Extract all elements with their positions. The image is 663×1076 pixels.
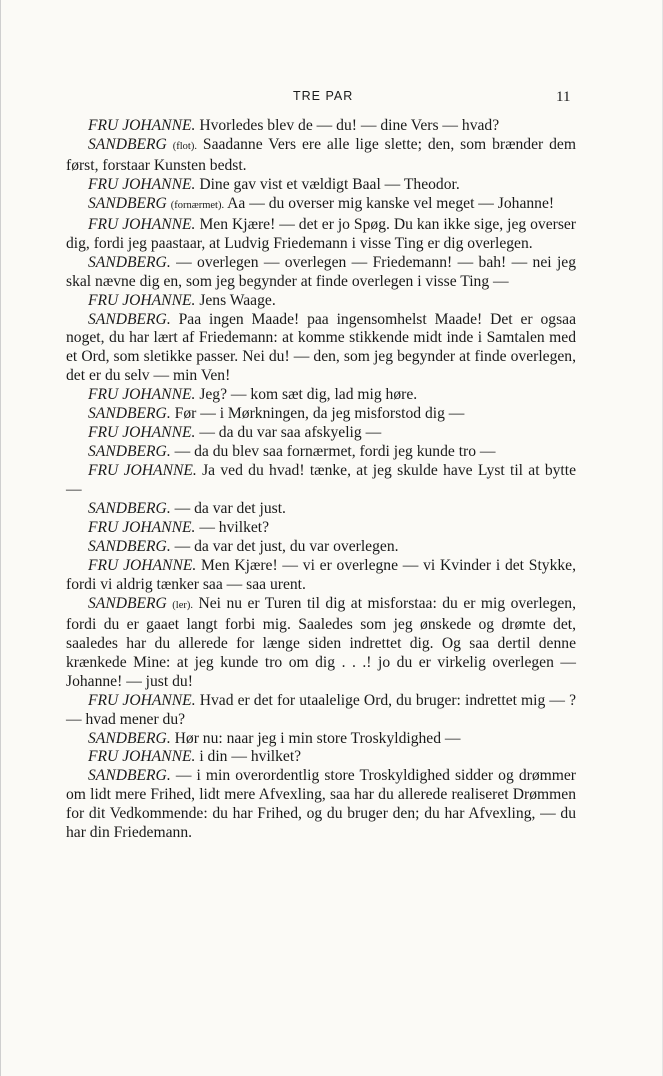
speech-text: Paa ingen Maade! paa ingensomhelst Maade! Det er ogsaa noget, du har lært af Friedemann: at komme stikkende midt inde i Samtalen med et Ord, som sletikke passer. Nei du! — den, som jeg begynder at finde overlegen, det er du selv — min Ven! xyxy=(66,310,576,385)
speech-text: — da du var saa afskyelig — xyxy=(199,424,382,442)
speech-text: Saadanne Vers ere alle lige slette; den, som brænder dem først, forstaar Kunsten bedst. xyxy=(66,135,576,174)
speech-text: Jens Waage. xyxy=(199,291,276,309)
speaker-name: FRU JOHANNE. xyxy=(88,386,196,404)
speaker-name: FRU JOHANNE. xyxy=(88,117,196,134)
speech-paragraph xyxy=(66,730,576,749)
speech-text: Jeg? — kom sæt dig, lad mig høre. xyxy=(199,386,418,404)
running-title: TRE PAR xyxy=(293,89,354,103)
speaker-name: SANDBERG. xyxy=(88,443,171,461)
speech-paragraph xyxy=(66,216,576,254)
speech-paragraph xyxy=(66,767,576,843)
speech-text: Hør nu: naar jeg i min store Troskyldighed — xyxy=(174,729,461,747)
speech-paragraph xyxy=(66,254,576,292)
speech-paragraph xyxy=(66,557,576,595)
speech-paragraph xyxy=(66,292,576,311)
speech-paragraph xyxy=(66,176,576,195)
speaker-name: SANDBERG. xyxy=(88,500,171,518)
speech-text: Men Kjære! — vi er overlegne — vi Kvinder i det Stykke, fordi vi aldrig tænker saa — saa urent. xyxy=(66,556,576,593)
speaker-name: FRU JOHANNE. xyxy=(88,215,196,233)
speech-text: — i min overordentlig store Troskyldighed sidder og drømmer om lidt mere Frihed, lidt mere Afvexling, saa har du allerede realiseret Drømmen for dit Vedkommende: du har Frihed, og du bruger den; du har Afvexling, — du har din Friedemann. xyxy=(66,767,576,842)
speech-text: i din — hvilket? xyxy=(199,748,302,766)
speaker-name: SANDBERG xyxy=(88,135,167,153)
speaker-name: SANDBERG. xyxy=(88,253,171,271)
speaker-name: SANDBERG xyxy=(88,594,167,612)
speaker-name: FRU JOHANNE. xyxy=(88,175,196,193)
speaker-name: FRU JOHANNE. xyxy=(88,748,196,766)
speech-paragraph xyxy=(66,595,576,692)
speech-text: — da du blev saa fornærmet, fordi jeg kunde tro — xyxy=(174,443,496,461)
speech-text: Før — i Mørkningen, da jeg misforstod dig — xyxy=(174,405,465,423)
speaker-name: SANDBERG xyxy=(88,194,167,212)
dialogue-text xyxy=(66,117,576,843)
stage-direction: (fornærmet). xyxy=(170,199,225,211)
speech-paragraph xyxy=(66,500,576,519)
speaker-name: SANDBERG. xyxy=(88,729,171,747)
speech-paragraph xyxy=(66,443,576,462)
speech-paragraph xyxy=(66,405,576,424)
speech-text: Hvorledes blev de — du! — dine Vers — hvad? xyxy=(199,117,500,134)
speech-paragraph xyxy=(66,311,576,387)
speech-text: — da var det just, du var overlegen. xyxy=(174,537,399,555)
speaker-name: FRU JOHANNE. xyxy=(88,519,196,537)
speaker-name: SANDBERG. xyxy=(88,310,171,328)
stage-direction: (flot). xyxy=(172,140,197,152)
speaker-name: SANDBERG. xyxy=(88,537,171,555)
speech-paragraph xyxy=(66,136,576,176)
speech-text: Nei nu er Turen til dig at misforstaa: du er mig overlegen, fordi du er gaaet langt forbi mig. Saaledes som jeg ønskede og drømte det, saaledes har du allerede for længe siden indrettet dig. Og saa dertil denne krænkede Mine: at jeg kunde tro om dig . . .! jo du er virkelig overlegen — Johanne! — just du! xyxy=(66,594,576,690)
speaker-name: FRU JOHANNE. xyxy=(88,424,196,442)
speaker-name: FRU JOHANNE. xyxy=(88,691,196,709)
page-number: 11 xyxy=(556,89,571,105)
speech-paragraph xyxy=(66,462,576,500)
speech-paragraph xyxy=(66,386,576,405)
speech-paragraph xyxy=(66,117,576,136)
speech-paragraph xyxy=(66,692,576,730)
speech-text: Ja ved du hvad! tænke, at jeg skulde have Lyst til at bytte — xyxy=(66,462,577,499)
stage-direction: (ler). xyxy=(172,599,193,611)
speech-paragraph xyxy=(66,538,576,557)
speech-text: Hvad er det for utaalelige Ord, du bruger: indrettet mig — ? — hvad mener du? xyxy=(66,691,577,728)
speech-paragraph xyxy=(66,519,576,538)
speech-text: Dine gav vist et vældigt Baal — Theodor. xyxy=(199,175,460,193)
speech-text: Aa — du overser mig kanske vel meget — Johanne! xyxy=(227,194,555,212)
speaker-name: SANDBERG. xyxy=(88,767,171,785)
page-header xyxy=(1,89,663,107)
speech-paragraph xyxy=(66,424,576,443)
speech-text: — da var det just. xyxy=(174,500,286,518)
speaker-name: FRU JOHANNE. xyxy=(88,556,197,574)
speaker-name: FRU JOHANNE. xyxy=(88,291,196,309)
speech-text: — overlegen — overlegen — Friedemann! — bah! — nei jeg skal nævne dig en, som jeg begynder at finde overlegen i visse Ting — xyxy=(66,253,577,290)
speech-text: Men Kjære! — det er jo Spøg. Du kan ikke sige, jeg overser dig, fordi jeg paastaar, at Ludvig Friedemann i visse Ting er dig overlegen. xyxy=(66,215,577,252)
speech-paragraph xyxy=(66,748,576,767)
speaker-name: SANDBERG. xyxy=(88,405,171,423)
speech-text: — hvilket? xyxy=(199,519,270,537)
speaker-name: FRU JOHANNE. xyxy=(88,462,197,480)
speech-paragraph xyxy=(66,195,576,216)
